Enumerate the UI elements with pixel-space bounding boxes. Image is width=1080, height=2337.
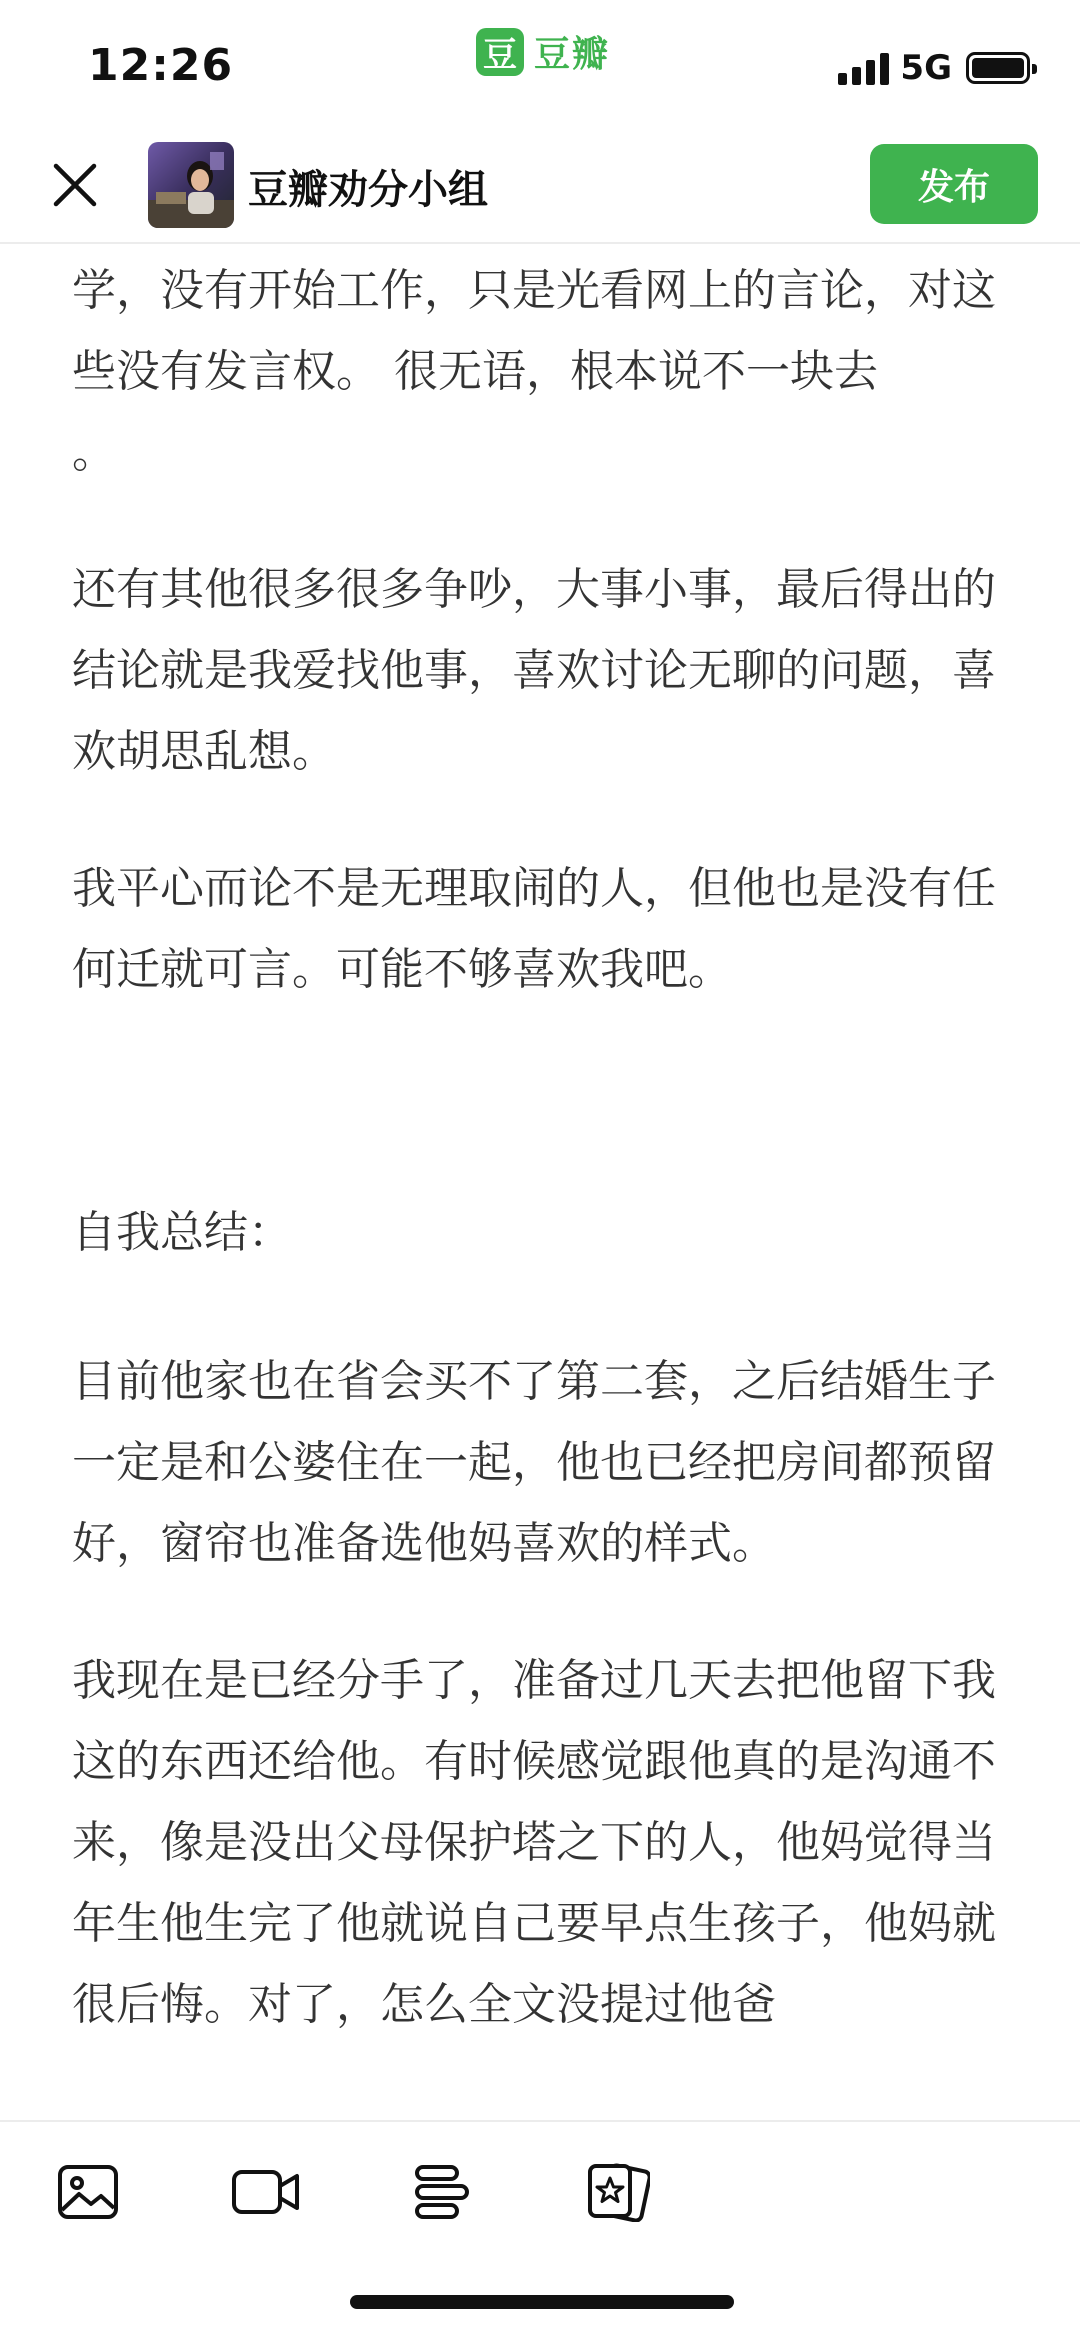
nav-header [0, 130, 1080, 244]
image-icon [57, 2164, 119, 2220]
group-title: 豆瓣劝分小组 [248, 167, 488, 213]
article-paragraph: 学，没有开始工作，只是光看网上的言论，对这些没有发言权。 很无语，根本说不一块去 。 [72, 265, 996, 478]
app-badge[interactable] [476, 26, 610, 77]
insert-sticker-button[interactable] [578, 2152, 658, 2232]
app-name: 豆瓣 [534, 34, 611, 75]
insert-image-button[interactable] [48, 2152, 128, 2232]
signal-icon [838, 51, 894, 85]
status-indicators [838, 48, 1030, 88]
publish-button[interactable]: 发布 [870, 144, 1038, 224]
group-avatar[interactable] [148, 142, 234, 228]
article-paragraph: 我平心而论不是无理取闹的人，但他也是没有任何迁就可言。可能不够喜欢我吧。 [72, 863, 996, 995]
article-body[interactable] [0, 250, 1080, 2120]
article-paragraph: 我现在是已经分手了，准备过几天去把他留下我这的东西还给他。有时候感觉跟他真的是沟通不来，像是没出父母保护塔之下的人，他妈觉得当年生他生完了他就说自己要早点生孩子，他妈就很后悔。对了，怎么全文没提过他爸 [72, 1655, 996, 2030]
article-paragraph: 目前他家也在省会买不了第二套，之后结婚生子一定是和公婆住在一起，他也已经把房间都预留好，窗帘也准备选他妈喜欢的样式。 [72, 1356, 996, 1569]
article-paragraph: 还有其他很多很多争吵，大事小事，最后得出的结论就是我爱找他事，喜欢讨论无聊的问题，喜欢胡思乱想。 [72, 564, 996, 777]
battery-icon [966, 52, 1030, 84]
douban-logo-icon: 豆 [476, 28, 524, 76]
sticker-icon [586, 2162, 650, 2222]
close-button[interactable] [44, 154, 106, 216]
article-section-heading: 自我总结： [72, 1207, 292, 1258]
close-icon [51, 161, 99, 209]
align-icon [413, 2163, 471, 2221]
editor-toolbar [0, 2120, 1080, 2337]
insert-video-button[interactable] [226, 2152, 306, 2232]
home-indicator[interactable] [350, 2295, 734, 2309]
text-format-button[interactable] [402, 2152, 482, 2232]
status-time: 12:26 [88, 40, 234, 91]
network-type: 5G [900, 48, 952, 88]
status-bar [0, 0, 1080, 130]
video-icon [231, 2167, 301, 2217]
